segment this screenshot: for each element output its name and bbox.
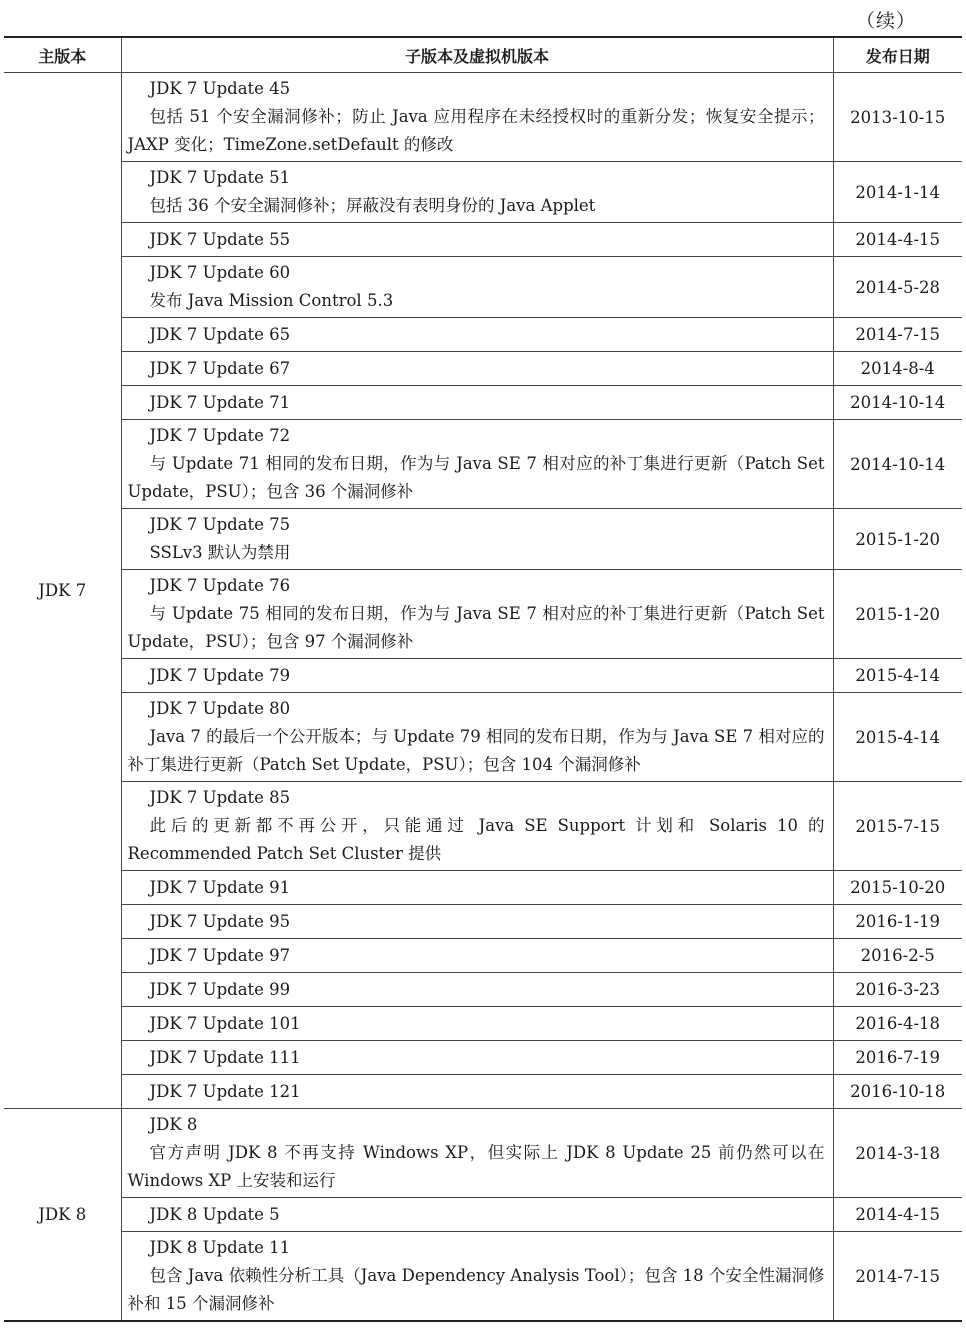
table-row (4, 257, 962, 318)
release-date-cell: 2014-8-4 (833, 352, 962, 386)
release-date-cell: 2016-10-18 (833, 1075, 962, 1109)
sub-version-name: JDK 8 Update 5 (149, 1204, 280, 1224)
release-date-cell: 2015-10-20 (833, 871, 962, 905)
table-row (4, 1232, 962, 1322)
table-row (4, 905, 962, 939)
release-date-cell: 2014-4-15 (833, 1198, 962, 1232)
table-row (4, 162, 962, 223)
sub-version-name: JDK 7 Update 121 (149, 1081, 301, 1101)
sub-version-name: JDK 7 Update 91 (149, 877, 291, 897)
sub-version-name: JDK 7 Update 45 (149, 79, 291, 98)
table-row (4, 1075, 962, 1109)
sub-version-name: JDK 7 Update 72 (149, 426, 291, 445)
sub-version-name: JDK 7 Update 75 (149, 515, 291, 534)
version-note: 与 Update 75 相同的发布日期，作为与 Java SE 7 相对应的补丁集进行更新（Patch Set Update，PSU）；包含 97 个漏洞修补 (127, 604, 825, 651)
table-row (4, 352, 962, 386)
release-date-cell: 2016-4-18 (833, 1007, 962, 1041)
version-note: 包括 51 个安全漏洞修补；防止 Java 应用程序在未经授权时的重新分发；恢复安全提示；JAXP 变化；TimeZone.setDefault 的修改 (127, 107, 825, 154)
version-note: 此后的更新都不再公开，只能通过 Java SE Support 计划和 Solaris 10 的 Recommended Patch Set Cluster 提供 (127, 816, 825, 863)
sub-version-name: JDK 7 Update 51 (149, 168, 291, 187)
sub-version-name: JDK 7 Update 101 (149, 1013, 301, 1033)
main-version-cell: JDK 8 (4, 1109, 121, 1322)
table-header-row (4, 37, 962, 73)
version-note: SSLv3 默认为禁用 (149, 543, 291, 562)
sub-version-cell (121, 1041, 833, 1075)
table-row (4, 223, 962, 257)
release-date-cell: 2014-1-14 (833, 162, 962, 223)
sub-version-name: JDK 7 Update 111 (149, 1047, 301, 1067)
table-row (4, 1007, 962, 1041)
version-note: 包括 36 个安全漏洞修补；屏蔽没有表明身份的 Java Applet (149, 196, 596, 215)
version-note: Java 7 的最后一个公开版本；与 Update 79 相同的发布日期，作为与 Java SE 7 相对应的补丁集进行更新（Patch Set Update，PSU）；包含 104 个漏洞修补 (127, 727, 825, 774)
table-row (4, 693, 962, 782)
sub-version-cell (121, 939, 833, 973)
sub-version-cell (121, 1232, 833, 1322)
version-note: 发布 Java Mission Control 5.3 (149, 291, 394, 310)
sub-version-cell (121, 257, 833, 318)
table-row (4, 659, 962, 693)
sub-version-cell (121, 1075, 833, 1109)
table-row (4, 73, 962, 162)
release-date-cell: 2014-4-15 (833, 223, 962, 257)
release-date-cell: 2015-4-14 (833, 659, 962, 693)
table-row (4, 973, 962, 1007)
sub-version-cell (121, 73, 833, 162)
sub-version-name: JDK 7 Update 60 (149, 263, 291, 282)
release-date-cell: 2015-1-20 (833, 509, 962, 570)
release-date-cell: 2016-1-19 (833, 905, 962, 939)
sub-version-name: JDK 8 Update 11 (149, 1238, 291, 1257)
sub-version-name: JDK 7 Update 55 (149, 229, 291, 249)
table-row (4, 570, 962, 659)
sub-version-cell (121, 1109, 833, 1198)
sub-version-name: JDK 7 Update 95 (149, 911, 291, 931)
release-date-cell: 2015-7-15 (833, 782, 962, 871)
sub-version-cell (121, 223, 833, 257)
sub-version-cell (121, 509, 833, 570)
version-note: 官方声明 JDK 8 不再支持 Windows XP，但实际上 JDK 8 Update 25 前仍然可以在 Windows XP 上安装和运行 (127, 1143, 825, 1190)
sub-version-name: JDK 7 Update 99 (149, 979, 291, 999)
release-date-cell: 2014-5-28 (833, 257, 962, 318)
sub-version-name: JDK 7 Update 80 (149, 699, 291, 718)
continued-label: （续） (855, 10, 916, 32)
jdk-version-table (4, 36, 962, 1322)
sub-version-name: JDK 7 Update 71 (149, 392, 291, 412)
table-body (4, 73, 962, 1322)
table-row (4, 1198, 962, 1232)
sub-version-name: JDK 7 Update 79 (149, 665, 291, 685)
sub-version-cell (121, 1007, 833, 1041)
sub-version-name: JDK 7 Update 67 (149, 358, 291, 378)
sub-version-cell (121, 162, 833, 223)
table-row (4, 386, 962, 420)
table-row (4, 318, 962, 352)
header-release-date: 发布日期 (833, 37, 962, 73)
sub-version-cell (121, 352, 833, 386)
release-date-cell: 2014-7-15 (833, 1232, 962, 1322)
release-date-cell: 2015-1-20 (833, 570, 962, 659)
sub-version-cell (121, 871, 833, 905)
release-date-cell: 2016-2-5 (833, 939, 962, 973)
sub-version-name: JDK 7 Update 97 (149, 945, 291, 965)
table-row (4, 420, 962, 509)
sub-version-cell (121, 659, 833, 693)
header-sub-version: 子版本及虚拟机版本 (121, 37, 833, 73)
release-date-cell: 2014-10-14 (833, 386, 962, 420)
table-row (4, 1041, 962, 1075)
release-date-cell: 2014-10-14 (833, 420, 962, 509)
release-date-cell: 2016-3-23 (833, 973, 962, 1007)
release-date-cell: 2013-10-15 (833, 73, 962, 162)
sub-version-cell (121, 905, 833, 939)
sub-version-name: JDK 7 Update 76 (149, 576, 291, 595)
sub-version-cell (121, 693, 833, 782)
sub-version-cell (121, 1198, 833, 1232)
sub-version-cell (121, 782, 833, 871)
sub-version-cell (121, 973, 833, 1007)
release-date-cell: 2014-7-15 (833, 318, 962, 352)
header-main-version: 主版本 (4, 37, 121, 73)
sub-version-name: JDK 7 Update 85 (149, 788, 291, 807)
main-version-cell: JDK 7 (4, 73, 121, 1109)
release-date-cell: 2014-3-18 (833, 1109, 962, 1198)
table-row (4, 509, 962, 570)
sub-version-cell (121, 420, 833, 509)
sub-version-cell (121, 386, 833, 420)
table-row (4, 939, 962, 973)
sub-version-cell (121, 570, 833, 659)
release-date-cell: 2016-7-19 (833, 1041, 962, 1075)
version-note: 包含 Java 依赖性分析工具（Java Dependency Analysis Tool）；包含 18 个安全性漏洞修补和 15 个漏洞修补 (127, 1266, 825, 1313)
table-row (4, 871, 962, 905)
release-date-cell: 2015-4-14 (833, 693, 962, 782)
sub-version-cell (121, 318, 833, 352)
table-row (4, 1109, 962, 1198)
sub-version-name: JDK 8 (149, 1115, 198, 1134)
table-row (4, 782, 962, 871)
sub-version-name: JDK 7 Update 65 (149, 324, 291, 344)
version-note: 与 Update 71 相同的发布日期，作为与 Java SE 7 相对应的补丁集进行更新（Patch Set Update，PSU）；包含 36 个漏洞修补 (127, 454, 825, 501)
